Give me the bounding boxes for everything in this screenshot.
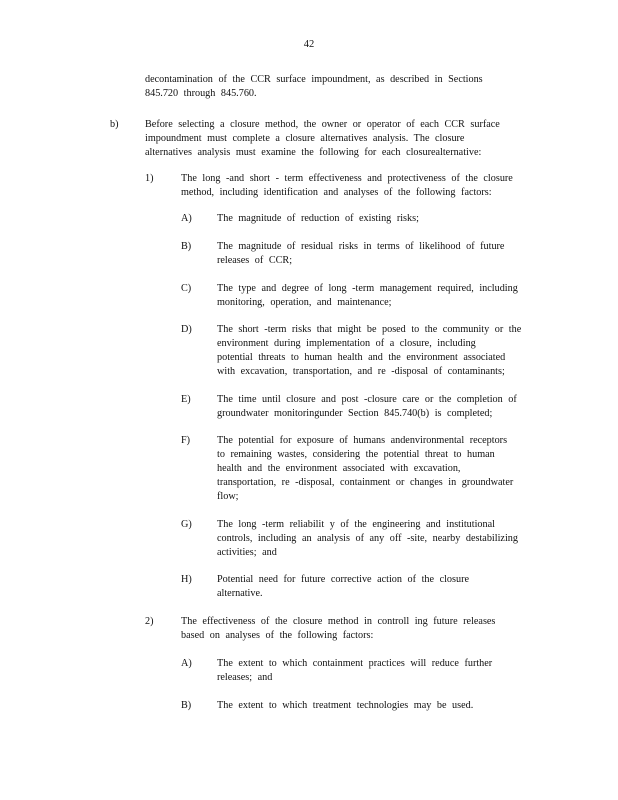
item-2-marker: 2) [145, 616, 154, 627]
item-1b-paragraph [217, 240, 547, 268]
item-1a-marker: A) [181, 213, 192, 224]
item-2b-marker: B) [181, 700, 192, 711]
item-2b-paragraph [217, 699, 547, 713]
text-line: to remaining wastes, considering the potential threat to human [217, 449, 495, 460]
text-line: The magnitude of residual risks in terms of likelihood of future [217, 241, 505, 252]
continuation-paragraph [145, 73, 525, 101]
text-line: The long -and short - term effectiveness and protectiveness of the closure [181, 173, 513, 184]
item-1d-paragraph [217, 323, 547, 379]
item-1g-paragraph [217, 518, 547, 560]
item-1f-marker: F) [181, 435, 191, 446]
item-1f-paragraph [217, 434, 547, 504]
text-line: Before selecting a closure method, the owner or operator of each CCR surface [145, 119, 500, 130]
text-line: releases of CCR; [217, 255, 293, 266]
item-1c-paragraph [217, 282, 547, 310]
item-2-paragraph [181, 615, 541, 643]
text-line: decontamination of the CCR surface impoundment, as described in Sections [145, 74, 483, 85]
text-line: based on analyses of the following factors: [181, 630, 374, 641]
text-line: The long -term reliabilit y of the engineering and institutional [217, 519, 495, 530]
text-line: impoundment must complete a closure alternatives analysis. The closure [145, 133, 465, 144]
text-line: method, including identification and analyses of the following factors: [181, 187, 492, 198]
item-1d-marker: D) [181, 324, 192, 335]
text-line: groundwater monitoringunder Section 845.740(b) is completed; [217, 408, 493, 419]
section-b-marker: b) [110, 119, 119, 130]
item-1-marker: 1) [145, 173, 154, 184]
item-1c-marker: C) [181, 283, 192, 294]
text-line: with excavation, transportation, and re -disposal of contaminants; [217, 366, 505, 377]
item-1b-marker: B) [181, 241, 192, 252]
text-line: health and the environment associated with excavation, [217, 463, 461, 474]
text-line: activities; and [217, 547, 277, 558]
text-line: The time until closure and post -closure care or the completion of [217, 394, 517, 405]
page-number: 42 [303, 39, 315, 50]
text-line: Potential need for future corrective action of the closure [217, 574, 469, 585]
text-line: The extent to which treatment technologies may be used. [217, 700, 474, 711]
text-line: The type and degree of long -term management required, including [217, 283, 518, 294]
item-1a-paragraph [217, 212, 547, 226]
text-line: flow; [217, 491, 239, 502]
text-line: The effectiveness of the closure method in controll ing future releases [181, 616, 496, 627]
text-line: The magnitude of reduction of existing risks; [217, 213, 419, 224]
item-1e-paragraph [217, 393, 547, 421]
section-b-paragraph [145, 118, 535, 160]
text-line: potential threats to human health and the environment associated [217, 352, 506, 363]
text-line: alternative. [217, 588, 263, 599]
item-2a-marker: A) [181, 658, 192, 669]
item-1-paragraph [181, 172, 541, 200]
text-line: releases; and [217, 672, 273, 683]
item-1h-marker: H) [181, 574, 192, 585]
item-1e-marker: E) [181, 394, 191, 405]
text-line: The short -term risks that might be posed to the community or the [217, 324, 522, 335]
text-line: The potential for exposure of humans andenvironmental receptors [217, 435, 508, 446]
item-1h-paragraph [217, 573, 547, 601]
text-line: controls, including an analysis of any off -site, nearby destabilizing [217, 533, 518, 544]
text-line: environment during implementation of a closure, including [217, 338, 476, 349]
text-line: The extent to which containment practices will reduce further [217, 658, 493, 669]
text-line: transportation, re -disposal, containment or changes in groundwater [217, 477, 514, 488]
text-line: 845.720 through 845.760. [145, 88, 257, 99]
text-line: alternatives analysis must examine the following for each closurealternative: [145, 147, 482, 158]
text-line: monitoring, operation, and maintenance; [217, 297, 392, 308]
item-1g-marker: G) [181, 519, 192, 530]
item-2a-paragraph [217, 657, 547, 685]
